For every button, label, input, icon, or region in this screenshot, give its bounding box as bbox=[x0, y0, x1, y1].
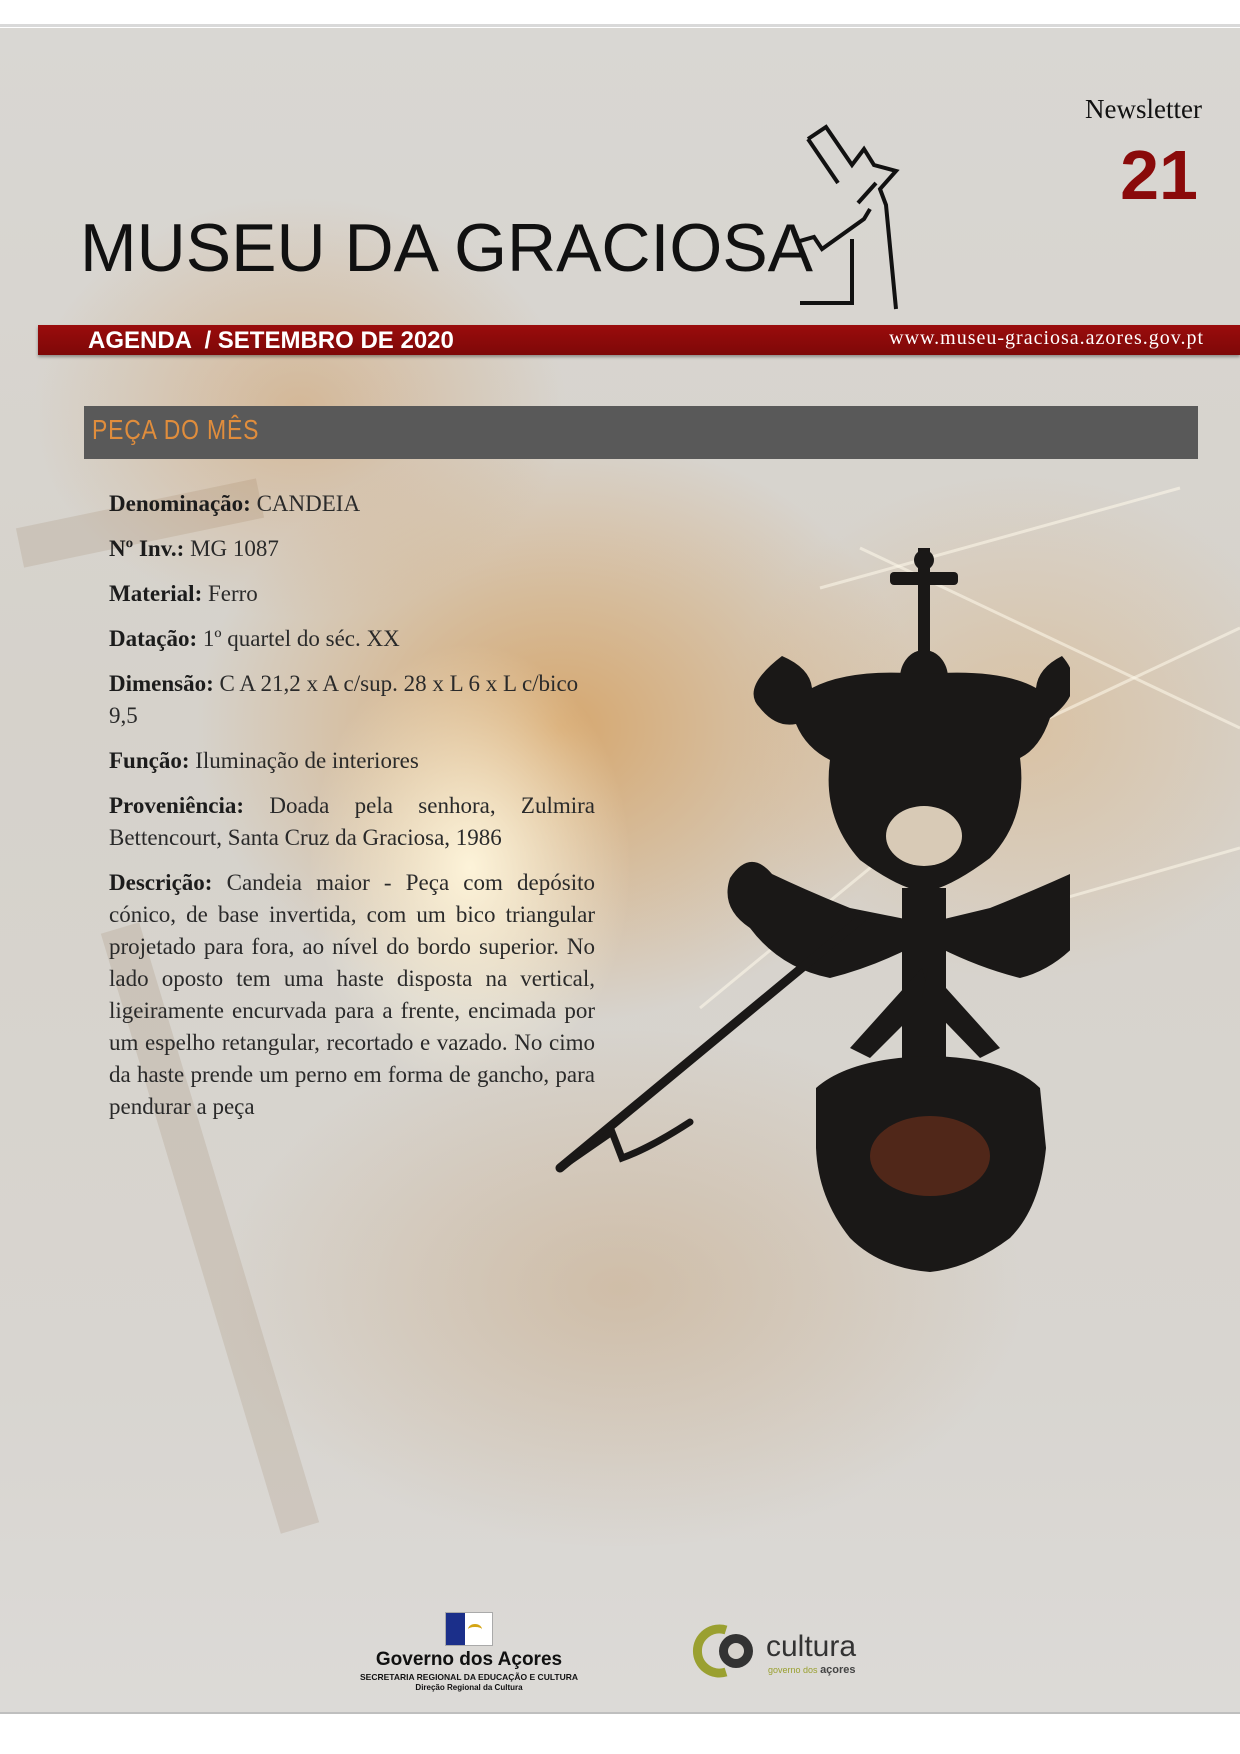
museum-title: MUSEU DA GRACIOSA bbox=[80, 210, 814, 286]
field-denominacao bbox=[109, 488, 595, 520]
gov-secretaria: SECRETARIA REGIONAL DA EDUCAÇÃO E CULTURA bbox=[359, 1672, 578, 1682]
field-value: CANDEIA bbox=[256, 491, 361, 516]
cultura-sub-prefix: governo dos bbox=[768, 1665, 818, 1675]
candeia-photo bbox=[550, 548, 1070, 1368]
field-dimensao bbox=[109, 668, 595, 732]
gov-name: Governo dos Açores bbox=[375, 1649, 563, 1670]
top-border bbox=[0, 24, 1240, 27]
field-label: Material: bbox=[109, 581, 203, 606]
field-label: Denominação: bbox=[109, 491, 251, 516]
bottom-border bbox=[0, 1712, 1240, 1714]
section-header bbox=[84, 406, 1198, 459]
cultura-sub-brand: açores bbox=[820, 1664, 856, 1676]
field-value: C A 21,2 x A c/sup. 28 x L 6 x L c/bico 9,5 bbox=[109, 671, 579, 728]
cultura-word: cultura bbox=[766, 1630, 857, 1663]
field-label: Função: bbox=[109, 748, 190, 773]
gov-direcao: Direção Regional da Cultura bbox=[415, 1683, 523, 1692]
field-value: Iluminação de interiores bbox=[195, 748, 419, 773]
field-label: Nº Inv.: bbox=[109, 536, 185, 561]
field-material bbox=[109, 578, 595, 610]
website-link[interactable]: www.museu-graciosa.azores.gov.pt bbox=[889, 327, 1204, 349]
field-inventario bbox=[109, 533, 595, 565]
field-value: 1º quartel do séc. XX bbox=[202, 626, 400, 651]
field-label: Descrição: bbox=[109, 870, 213, 895]
field-value: Candeia maior - Peça com depósito cónico, de base invertida, com um bico triangular projetado para fora, ao nível do bordo superior. No lado oposto tem uma haste disposta na vertical, ligeiramente encurvada para a frente, encimada por um espelho retangular, recortado e vazado. No cimo da haste prende um perno em forma de gancho, para pendurar a peça bbox=[109, 870, 595, 1119]
agenda-text: AGENDA / SETEMBRO DE 2020 bbox=[88, 327, 454, 354]
newsletter-label: Newsletter bbox=[1085, 94, 1202, 124]
cultura-logo bbox=[690, 1622, 880, 1682]
field-value: Ferro bbox=[207, 581, 258, 606]
cultura-sub bbox=[768, 1664, 856, 1676]
piece-info bbox=[109, 488, 595, 1136]
agenda-bar bbox=[38, 325, 1240, 355]
field-value: Doada pela senhora, Zulmira Bettencourt, Santa Cruz da Graciosa, 1986 bbox=[109, 793, 595, 850]
field-label: Datação: bbox=[109, 626, 198, 651]
windmill-logo-icon bbox=[800, 123, 1010, 313]
newsletter-number: 21 bbox=[1120, 136, 1198, 214]
governo-acores-logo bbox=[352, 1612, 586, 1692]
cultura-c-icon bbox=[690, 1624, 764, 1678]
field-value: MG 1087 bbox=[190, 536, 279, 561]
newsletter-page bbox=[0, 28, 1240, 1712]
field-funcao bbox=[109, 745, 595, 777]
field-proveniencia bbox=[109, 790, 595, 854]
field-label: Dimensão: bbox=[109, 671, 214, 696]
field-label: Proveniência: bbox=[109, 793, 244, 818]
field-datacao bbox=[109, 623, 595, 655]
acores-flag-icon bbox=[445, 1612, 493, 1646]
field-descricao bbox=[109, 867, 595, 1123]
section-title: PEÇA DO MÊS bbox=[92, 414, 260, 445]
